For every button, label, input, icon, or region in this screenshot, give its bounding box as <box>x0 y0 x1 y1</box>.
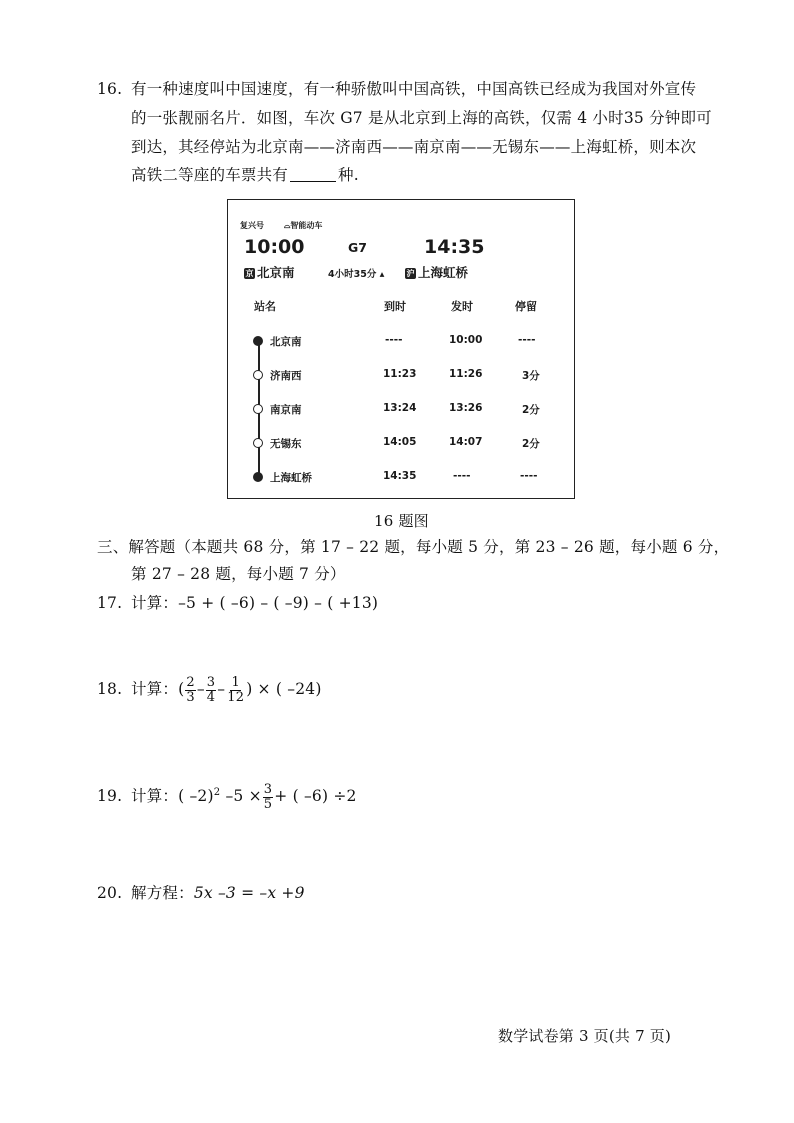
stop-dot <box>253 438 263 448</box>
row-arrive: 14:05 <box>383 436 417 448</box>
header-stay: 停留 <box>515 300 537 313</box>
section3-line2: 第 27 – 28 题，每小题 7 分） <box>131 565 346 583</box>
row-stay: ---- <box>520 470 538 482</box>
row-arrive: 11:23 <box>383 368 417 380</box>
figure-caption: 16 题图 <box>374 512 429 530</box>
q17-label: 计算： <box>131 594 179 612</box>
q16-line2: 的一张靓丽名片．如图，车次 G7 是从北京到上海的高铁，仅需 4 小时35 分钟即可 <box>131 109 712 127</box>
q18-number: 18. <box>97 680 123 699</box>
row-depart: 11:26 <box>449 368 483 380</box>
arrive-time: 14:35 <box>424 236 485 258</box>
q16-text1: 有一种速度叫中国速度，有一种骄傲叫中国高铁，中国高铁已经成为我国对外宣传 <box>131 80 697 98</box>
duration: 4小时35分 ▴ <box>328 269 385 280</box>
brand-label: 复兴号 <box>240 221 264 230</box>
row-stay: ---- <box>518 334 536 346</box>
q17 <box>97 591 378 613</box>
row-stay: 2分 <box>522 438 540 450</box>
stop-dot <box>253 472 263 482</box>
q20-equation: 5x –3 = –x +9 <box>193 884 305 902</box>
fraction: $\frac{3}{4}$ <box>206 675 216 705</box>
triangle-up-icon: ▴ <box>379 269 385 280</box>
fraction: $\frac{3}{5}$ <box>263 782 273 812</box>
depart-time: 10:00 <box>244 236 305 258</box>
q17-number: 17. <box>97 594 123 612</box>
train-tag: ⌓智能动车 <box>284 221 323 230</box>
stop-dot <box>253 404 263 414</box>
q17-expression: –5 + ( –6) – ( –9) – ( +13) <box>178 594 379 612</box>
q16-line3: 到达，其经停站为北京南——济南西——南京南——无锡东——上海虹桥，则本次 <box>131 138 697 156</box>
q16-line4 <box>131 163 359 185</box>
row-station: 南京南 <box>270 404 302 416</box>
to-station: 沪 上海虹桥 <box>406 265 469 280</box>
q16-number: 16. <box>97 80 123 98</box>
from-station: 京 北京南 <box>245 265 295 280</box>
fraction: $\frac{1}{12}$ <box>227 675 245 705</box>
q18: 18. 计算：( $\frac{2}{3}$ – $\frac{3}{4}$ – $\frac{1}{12}$ ) × ( –24) <box>97 675 322 705</box>
header-station: 站名 <box>254 300 276 313</box>
q16-text4b: 种. <box>338 166 359 184</box>
fraction: $\frac{2}{3}$ <box>186 675 195 705</box>
train-ticket-figure <box>227 199 575 499</box>
row-station: 上海虹桥 <box>270 472 312 484</box>
section3-line1: 三、解答题（本题共 68 分，第 17 – 22 题，每小题 5 分，第 23 – 26 题，每小题 6 分， <box>97 538 730 556</box>
train-icon: ⌓ <box>284 221 291 230</box>
stop-dot <box>253 370 263 380</box>
header-depart: 发时 <box>451 300 473 313</box>
train-number: G7 <box>348 240 367 255</box>
q16-line1 <box>97 77 696 99</box>
row-arrive: ---- <box>385 334 403 346</box>
answer-blank <box>290 167 336 182</box>
station-icon: 京 <box>245 269 254 278</box>
q19: 19. 计算：( –2)$^2$ –5 × $\frac{3}{5}$ + ( –6) ÷2 <box>97 782 357 812</box>
row-depart: ---- <box>453 470 471 482</box>
q18-label: 计算： <box>131 680 179 699</box>
row-station: 无锡东 <box>270 438 302 450</box>
row-stay: 2分 <box>522 404 540 416</box>
q20-label: 解方程： <box>131 884 194 902</box>
row-arrive: 14:35 <box>383 470 417 482</box>
stop-dot <box>253 336 263 346</box>
row-station: 济南西 <box>270 370 302 382</box>
row-depart: 14:07 <box>449 436 483 448</box>
station-icon: 沪 <box>406 269 415 278</box>
row-arrive: 13:24 <box>383 402 417 414</box>
q20-number: 20. <box>97 884 123 902</box>
row-depart: 10:00 <box>449 334 483 346</box>
q20 <box>97 881 305 903</box>
page-footer: 数学试卷第 3 页(共 7 页) <box>498 1027 672 1045</box>
q19-number: 19. <box>97 787 123 806</box>
row-depart: 13:26 <box>449 402 483 414</box>
exponent: 2 <box>213 786 221 798</box>
header-arrive: 到时 <box>384 300 406 313</box>
row-station: 北京南 <box>270 336 302 348</box>
row-stay: 3分 <box>522 370 540 382</box>
q19-label: 计算： <box>131 787 179 806</box>
q16-text4a: 高铁二等座的车票共有 <box>131 166 289 184</box>
